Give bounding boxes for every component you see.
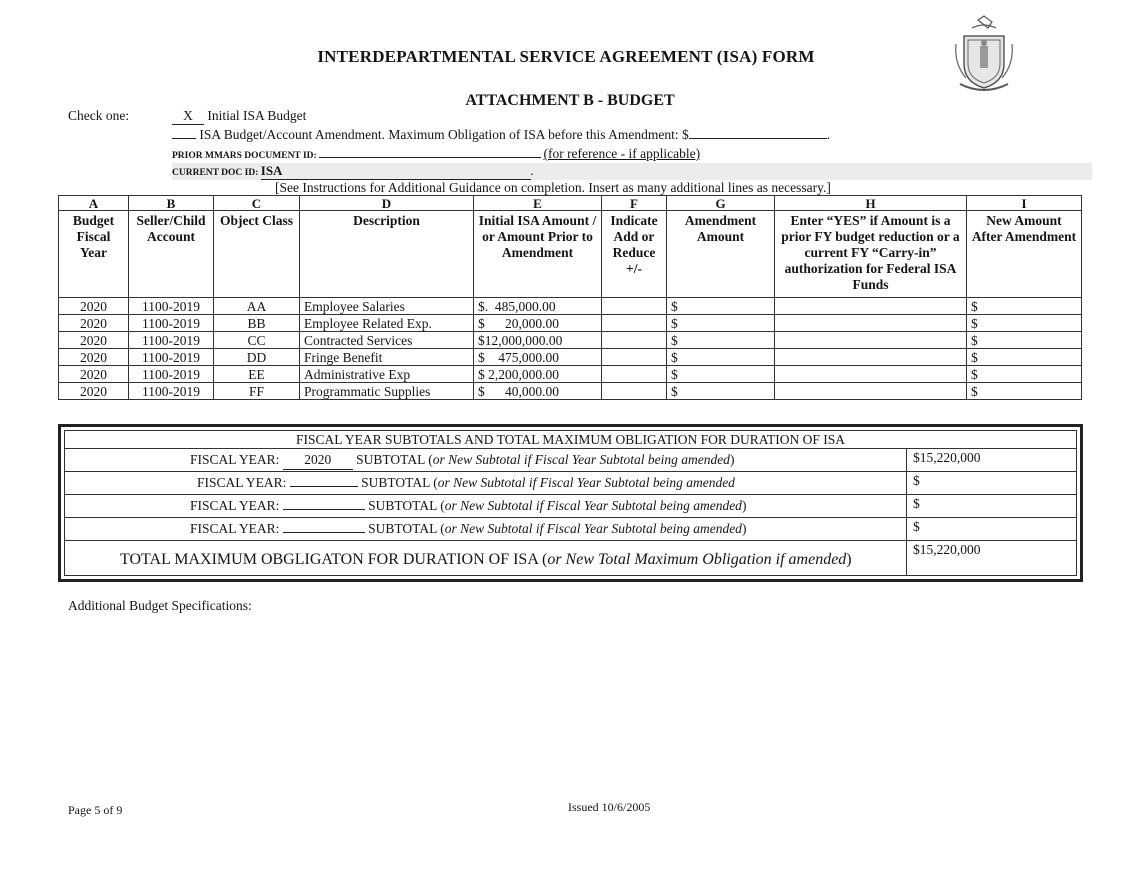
cell-description[interactable]: Administrative Exp	[300, 366, 474, 383]
col-header-yes: Enter “YES” if Amount is a prior FY budget reduction or a current FY “Carry-in” authorization for Federal ISA Funds	[775, 211, 967, 298]
cell-object-class[interactable]: EE	[214, 366, 300, 383]
subtotal-note: or New Subtotal if Fiscal Year Subtotal being amended	[444, 521, 742, 536]
additional-specs-label: Additional Budget Specifications:	[68, 598, 252, 613]
cell-object-class[interactable]: BB	[214, 315, 300, 332]
table-row	[59, 315, 1082, 332]
col-letter: D	[300, 196, 474, 211]
cell-add-reduce[interactable]	[602, 315, 667, 332]
cell-new-amount[interactable]: $	[967, 332, 1082, 349]
col-letter: E	[474, 196, 602, 211]
cell-object-class[interactable]: DD	[214, 349, 300, 366]
totals-heading-row	[65, 431, 1076, 449]
col-letter: C	[214, 196, 300, 211]
cell-fiscal-year[interactable]: 2020	[59, 349, 129, 366]
cell-amendment[interactable]: $	[667, 366, 775, 383]
table-row	[59, 349, 1082, 366]
budget-table	[58, 195, 1082, 400]
cell-new-amount[interactable]: $	[967, 349, 1082, 366]
col-letter: G	[667, 196, 775, 211]
cell-amendment[interactable]: $	[667, 298, 775, 315]
cell-fiscal-year[interactable]: 2020	[59, 315, 129, 332]
cell-account[interactable]: 1100-2019	[129, 298, 214, 315]
total-row	[65, 541, 1076, 575]
instructions-note: [See Instructions for Additional Guidance on completion. Insert as many additional lines as necessary.]	[275, 180, 831, 195]
subtotal-label: SUBTOTAL (	[368, 498, 445, 513]
table-row	[59, 383, 1082, 400]
state-seal-icon	[950, 14, 1018, 96]
col-letter: A	[59, 196, 129, 211]
subtotal-note: or New Subtotal if Fiscal Year Subtotal being amended	[444, 498, 742, 513]
total-value[interactable]: $15,220,000	[906, 541, 1076, 575]
col-header-description: Description	[300, 211, 474, 298]
issued-date: Issued 10/6/2005	[568, 800, 651, 814]
cell-description[interactable]: Employee Related Exp.	[300, 315, 474, 332]
cell-yes[interactable]	[775, 349, 967, 366]
prior-doc-field[interactable]	[319, 157, 541, 158]
page-number: Page 5 of 9	[68, 803, 123, 817]
initial-budget-option[interactable]	[172, 108, 306, 125]
fiscal-year-label: FISCAL YEAR:	[197, 475, 287, 490]
cell-add-reduce[interactable]	[602, 298, 667, 315]
fiscal-year-field[interactable]	[290, 486, 358, 487]
column-header-row	[59, 211, 1082, 298]
cell-account[interactable]: 1100-2019	[129, 383, 214, 400]
form-subtitle: ATTACHMENT B - BUDGET	[465, 92, 675, 109]
total-close: )	[846, 551, 852, 568]
cell-yes[interactable]	[775, 366, 967, 383]
subtotal-value[interactable]: $15,220,000	[906, 449, 1076, 471]
cell-amendment[interactable]: $	[667, 383, 775, 400]
amendment-mark	[172, 138, 196, 139]
cell-yes[interactable]	[775, 332, 967, 349]
current-doc-value: ISA	[260, 163, 283, 178]
cell-add-reduce[interactable]	[602, 332, 667, 349]
cell-amount[interactable]: $ 20,000.00	[474, 315, 602, 332]
check-one-label: Check one:	[68, 108, 130, 123]
subtotal-row: FISCAL YEAR: SUBTOTAL (or New Subtotal if Fiscal Year Subtotal being amended) $	[65, 518, 1076, 541]
cell-amendment[interactable]: $	[667, 349, 775, 366]
cell-yes[interactable]	[775, 315, 967, 332]
cell-account[interactable]: 1100-2019	[129, 349, 214, 366]
cell-add-reduce[interactable]	[602, 383, 667, 400]
subtotal-label: SUBTOTAL (	[361, 475, 438, 490]
fiscal-year-field[interactable]: 2020	[283, 451, 353, 470]
col-letter: I	[967, 196, 1082, 211]
cell-account[interactable]: 1100-2019	[129, 366, 214, 383]
initial-mark: X	[172, 108, 204, 125]
subtotal-row: FISCAL YEAR: 2020 SUBTOTAL (or New Subtotal if Fiscal Year Subtotal being amended) $15,220,000	[65, 449, 1076, 472]
subtotal-row: FISCAL YEAR: SUBTOTAL (or New Subtotal if Fiscal Year Subtotal being amended) $	[65, 495, 1076, 518]
fiscal-year-label: FISCAL YEAR:	[190, 521, 280, 536]
cell-new-amount[interactable]: $	[967, 366, 1082, 383]
cell-fiscal-year[interactable]: 2020	[59, 332, 129, 349]
table-row	[59, 298, 1082, 315]
cell-amount[interactable]: $ 475,000.00	[474, 349, 602, 366]
col-letter: B	[129, 196, 214, 211]
amendment-label: ISA Budget/Account Amendment. Maximum Obligation of ISA before this Amendment: $	[199, 127, 689, 142]
table-row	[59, 332, 1082, 349]
column-letter-row	[59, 196, 1082, 211]
cell-new-amount[interactable]: $	[967, 298, 1082, 315]
fiscal-year-label: FISCAL YEAR:	[190, 498, 280, 513]
subtotal-value[interactable]: $	[906, 518, 1076, 540]
col-letter: F	[602, 196, 667, 211]
prior-doc-label: PRIOR MMARS DOCUMENT ID:	[172, 151, 317, 161]
subtotal-note: or New Subtotal if Fiscal Year Subtotal being amended	[437, 475, 735, 490]
amendment-option[interactable]: ISA Budget/Account Amendment. Maximum Obligation of ISA before this Amendment: $ .	[172, 127, 830, 143]
col-header-add-reduce: Indicate Add or Reduce +/-	[602, 211, 667, 298]
subtotal-value[interactable]: $	[906, 472, 1076, 494]
cell-yes[interactable]	[775, 383, 967, 400]
cell-add-reduce[interactable]	[602, 366, 667, 383]
total-note: or New Total Maximum Obligation if amended	[547, 551, 847, 568]
subtotal-value[interactable]: $	[906, 495, 1076, 517]
col-header-object-class: Object Class	[214, 211, 300, 298]
current-doc-row: CURRENT DOC ID: ISA .	[172, 163, 1092, 180]
subtotal-label: SUBTOTAL (	[368, 521, 445, 536]
cell-object-class[interactable]: CC	[214, 332, 300, 349]
total-label: TOTAL MAXIMUM OBGLIGATON FOR DURATION OF ISA (	[120, 551, 548, 568]
cell-new-amount[interactable]: $	[967, 315, 1082, 332]
totals-box	[58, 424, 1083, 582]
cell-amendment[interactable]: $	[667, 332, 775, 349]
cell-description[interactable]: Fringe Benefit	[300, 349, 474, 366]
initial-budget-label: Initial ISA Budget	[207, 108, 307, 123]
cell-amendment[interactable]: $	[667, 315, 775, 332]
col-header-amendment-amount: Amendment Amount	[667, 211, 775, 298]
col-header-account: Seller/Child Account	[129, 211, 214, 298]
subtotal-note: or New Subtotal if Fiscal Year Subtotal being amended	[432, 452, 730, 467]
col-letter: H	[775, 196, 967, 211]
cell-yes[interactable]	[775, 298, 967, 315]
max-obligation-field[interactable]	[689, 138, 827, 139]
col-header-new-amount: New Amount After Amendment	[967, 211, 1082, 298]
cell-amount[interactable]: $ 40,000.00	[474, 383, 602, 400]
cell-amount[interactable]: $ 2,200,000.00	[474, 366, 602, 383]
fiscal-year-field[interactable]	[283, 532, 365, 533]
fiscal-year-label: FISCAL YEAR:	[190, 452, 280, 467]
cell-fiscal-year[interactable]: 2020	[59, 383, 129, 400]
table-row	[59, 366, 1082, 383]
subtotal-label: SUBTOTAL (	[356, 452, 433, 467]
cell-object-class[interactable]: FF	[214, 383, 300, 400]
prior-doc-row	[172, 146, 700, 162]
cell-fiscal-year[interactable]: 2020	[59, 366, 129, 383]
cell-amount[interactable]: $12,000,000.00	[474, 332, 602, 349]
col-header-initial-amount: Initial ISA Amount / or Amount Prior to Amendment	[474, 211, 602, 298]
prior-doc-note: (for reference - if applicable)	[543, 146, 701, 161]
totals-heading: FISCAL YEAR SUBTOTALS AND TOTAL MAXIMUM OBLIGATION FOR DURATION OF ISA	[295, 432, 846, 447]
current-doc-field[interactable]	[261, 163, 531, 180]
cell-account[interactable]: 1100-2019	[129, 332, 214, 349]
cell-add-reduce[interactable]	[602, 349, 667, 366]
current-doc-label: CURRENT DOC ID:	[172, 168, 259, 178]
col-header-fiscal-year: Budget Fiscal Year	[59, 211, 129, 298]
cell-fiscal-year[interactable]: 2020	[59, 298, 129, 315]
form-title: INTERDEPARTMENTAL SERVICE AGREEMENT (ISA) FORM	[317, 47, 815, 66]
cell-description[interactable]: Programmatic Supplies	[300, 383, 474, 400]
subtotal-row	[65, 472, 1076, 495]
cell-description[interactable]: Contracted Services	[300, 332, 474, 349]
cell-new-amount[interactable]: $	[967, 383, 1082, 400]
fiscal-year-field[interactable]	[283, 509, 365, 510]
cell-account[interactable]: 1100-2019	[129, 315, 214, 332]
cell-amount[interactable]: $. 485,000.00	[474, 298, 602, 315]
cell-description[interactable]: Employee Salaries	[300, 298, 474, 315]
cell-object-class[interactable]: AA	[214, 298, 300, 315]
